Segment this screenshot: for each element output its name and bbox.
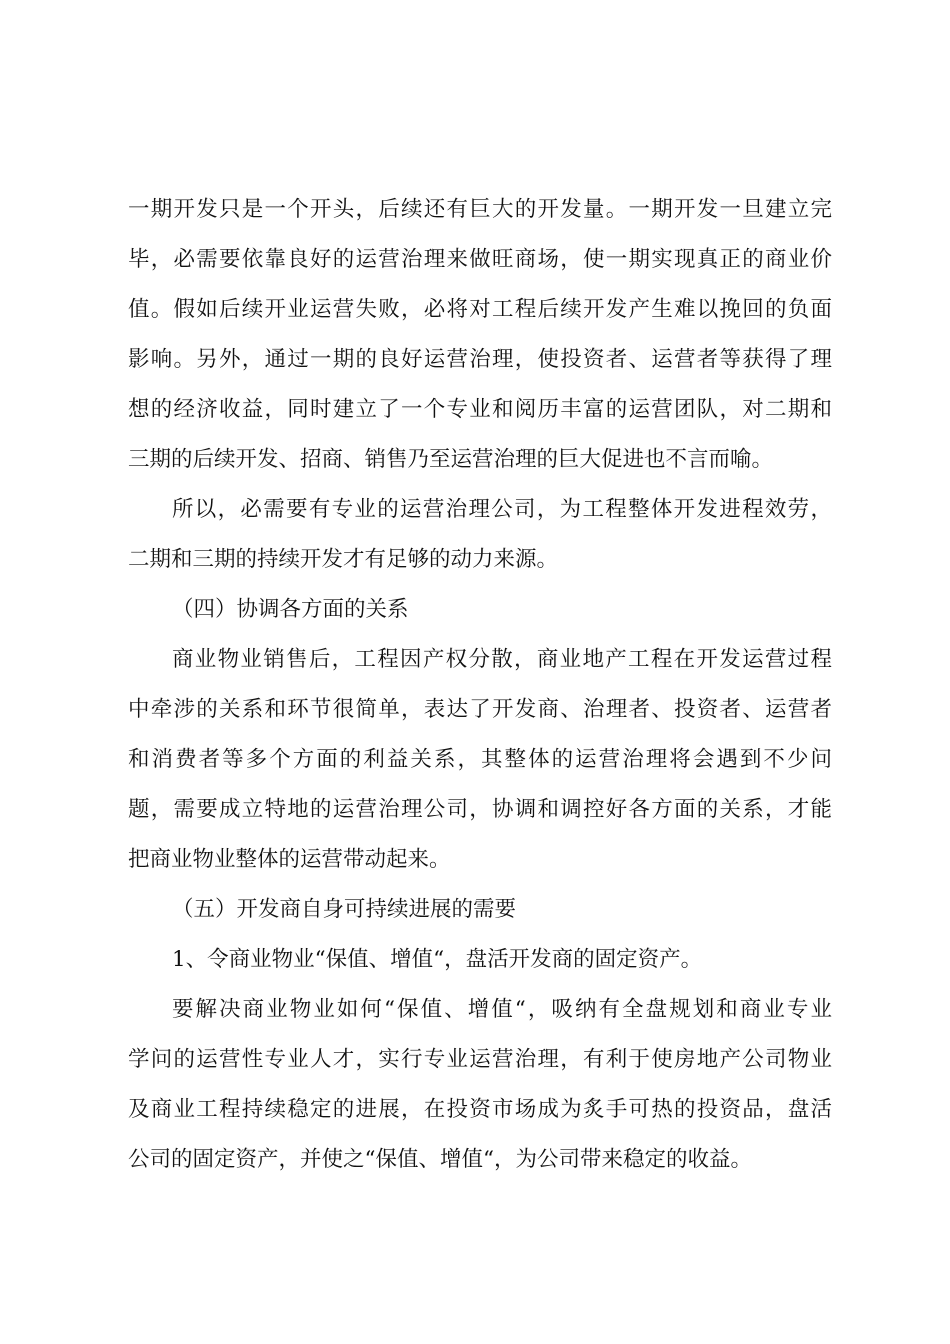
paragraph-line: 商业物业销售后，工程因产权分散，商业地产工程在开发运营过程: [172, 647, 832, 672]
paragraph-line: 中牵涉的关系和环节很简单，表达了开发商、治理者、投资者、运营者: [128, 697, 832, 722]
paragraph-line: 要解决商业物业如何“保值、增值“，吸纳有全盘规划和商业专业: [172, 997, 832, 1022]
paragraph-line: 三期的后续开发、招商、销售乃至运营治理的巨大促进也不言而喻。: [128, 447, 774, 472]
paragraph-line: 值。假如后续开业运营失败，必将对工程后续开发产生难以挽回的负面: [128, 297, 832, 322]
paragraph-line: 一期开发只是一个开头，后续还有巨大的开发量。一期开发一旦建立完: [128, 197, 832, 222]
paragraph-line: 题，需要成立特地的运营治理公司，协调和调控好各方面的关系，才能: [128, 797, 832, 822]
subsection-heading: 1、令商业物业“保值、增值“，盘活开发商的固定资产。: [172, 947, 703, 972]
paragraph-line: 和消费者等多个方面的利益关系，其整体的运营治理将会遇到不少问: [128, 747, 832, 772]
paragraph-line: 所以，必需要有专业的运营治理公司，为工程整体开发进程效劳，: [172, 497, 832, 522]
paragraph-line: 影响。另外，通过一期的良好运营治理，使投资者、运营者等获得了理: [128, 347, 832, 372]
section-heading: （五）开发商自身可持续进展的需要: [172, 897, 517, 922]
paragraph-line: 及商业工程持续稳定的进展，在投资市场成为炙手可热的投资品，盘活: [128, 1097, 832, 1122]
paragraph-line: 二期和三期的持续开发才有足够的动力来源。: [128, 547, 559, 572]
paragraph-line: 毕，必需要依靠良好的运营治理来做旺商场，使一期实现真正的商业价: [128, 247, 832, 272]
section-heading: （四）协调各方面的关系: [172, 597, 409, 622]
paragraph-line: 把商业物业整体的运营带动起来。: [128, 847, 451, 872]
paragraph-line: 想的经济收益，同时建立了一个专业和阅历丰富的运营团队，对二期和: [128, 397, 832, 422]
paragraph-line: 公司的固定资产，并使之“保值、增值“，为公司带来稳定的收益。: [128, 1147, 752, 1172]
paragraph-line: 学问的运营性专业人才，实行专业运营治理，有利于使房地产公司物业: [128, 1047, 832, 1072]
